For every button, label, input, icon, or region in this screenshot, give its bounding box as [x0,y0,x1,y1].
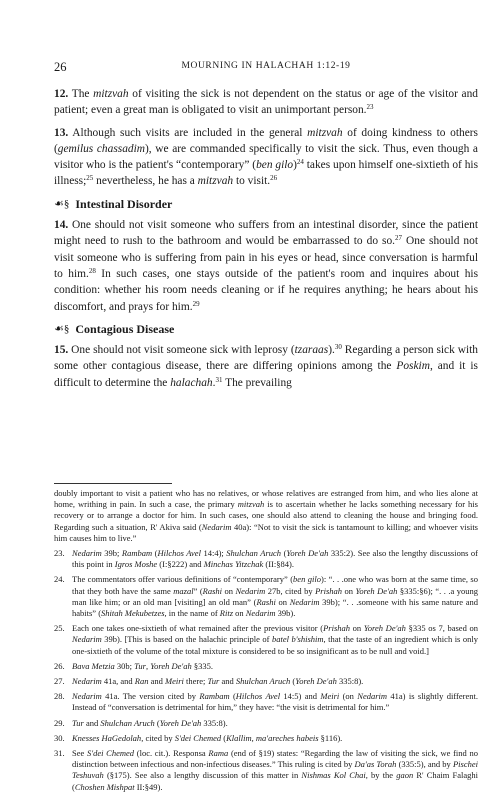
footnote-23: 23. Nedarim 39b; Rambam (Hilchos Avel 14:4); Shulchan Aruch (Yoreh De'ah 335:2). See also the lengthy discussions of this point in Igros Moshe (I:§222) and Minchas Yitzchak (II:§84). [54,548,478,570]
running-header [54,60,478,74]
footnote-continuation: doubly important to visit a patient who has no relatives, or whose relatives are estranged from him, and who lies alone at home, writhing in pain. In such a case, the primary mitzvah is to ascertain whether he lacks something necessary for his recovery or to arrange a doctor for him. In such cases, one should also attend to cleaning the house and bringing food. Regarding such a situation, R' Akiva said (Nedarim 40a): “Not to visit the sick is tantamount to killing; and whoever visits him causes him to live.” [54,488,478,543]
section-heading-intestinal: ☙§ Intestinal Disorder [54,196,173,211]
footnote-28: 28. Nedarim 41a. The version cited by Rambam (Hilchos Avel 14:5) and Meiri (on Nedarim 41a) is slightly different. Instead of “conversation is detrimental for him,” they have: “the visit is detrimental for him.” [54,691,478,713]
section-ornament-icon: ☙§ [54,197,70,210]
paragraph-13: 13. Although such visits are included in the general mitzvah of doing kindness to others (gemilus chassadim), we are commanded specifically to visit the sick. Thus, even though a visitor who is the patient's “contemporary” (ben gilo)$^{24}$ takes upon himself one-sixtieth of his illness;$^{25}$ nevertheless, he has a mitzvah to visit.$^{26}$ [54,126,479,188]
footnote-ref: 23 [366,103,374,112]
section-heading-contagious: ☙§ Contagious Disease [54,321,175,336]
footnote-divider [54,483,172,484]
page-number: 26 [54,60,67,74]
paragraph-12: 12. The mitzvah of visiting the sick is not dependent on the status or age of the visitor and patient; even a great man is obligated to visit an unimportant person.$^{23}$ [54,88,478,117]
footnote-ref: 25 [86,174,94,183]
footnote-29: 29. Tur and Shulchan Aruch (Yoreh De'ah 335:8). [54,717,228,728]
footnote-ref: 26 [270,174,278,183]
footnote-27: 27. Nedarim 41a, and Ran and Meiri there; Tur and Shulchan Aruch (Yoreh De'ah 335:8). [54,676,364,687]
footnote-31: 31. See S'dei Chemed (loc. cit.). Responsa Rama (end of §19) states: “Regarding the law of visiting the sick, we find no distinction between infectious and non-infectious diseases.” This ruling is cited by Da'as Torah (335:5), and by Pischei Teshuvah (§175). See also a lengthy discussion of this matter in Nishmas Kol Chai, by the gaon R' Chaim Falaghi (Choshen Mishpat II:§49). [54,748,478,792]
footnote-ref: 24 [296,158,304,167]
footnote-30: 30. Knesses HaGedolah, cited by S'dei Chemed (Klallim, ma'areches habeis §116). [54,732,343,743]
section-ornament-icon: ☙§ [54,322,70,335]
footnote-ref: 30 [334,343,342,352]
paragraph-15: 15. One should not visit someone sick with leprosy (tzaraas).$^{30}$ Regarding a person sick with some other contagious disease, there are differing opinions among the Poskim, and it is difficult to determine the halachah.$^{31}$ The prevailing [54,343,478,389]
main-text [54,86,478,397]
footnote-24: 24. The commentators offer various definitions of “contemporary” (ben gilo): “. . .one who was born at the same time, so that they both have the same mazal” (Rashi on Nedarim 27b, cited by Prishah on Yoreh De'ah §335:§6); “. . .a young man like him; or an old man [visiting] an old man” (Rashi on Nedarim 39b); “. . .someone with his same nature and habits” (Shitah Mekubetzes, in the name of Ritz on Nedarim 39b). [54,574,479,619]
paragraph-14: 14. One should not visit someone who suffers from an intestinal disorder, since the patient might need to rush to the bathroom and would be embarrassed to do so.$^{27}$ One should not visit someone who is suffering from pain in his eyes or head, since conversation is harmful to him.$^{28}$ In such cases, one stays outside of the patient's room and inquires about his condition: whether his room needs cleaning or if he requires anything; he hears about his discomfort, and prays for him.$^{29}$ [54,219,479,313]
footnote-26: 26. Bava Metzia 30b; Tur, Yoreh De'ah §335. [54,660,214,671]
footnote-ref: 28 [88,266,96,275]
footnote-ref: 27 [395,234,403,243]
footnote-ref: 29 [192,299,200,308]
footnotes [54,488,478,797]
footnote-ref: 31 [215,375,223,384]
footnote-25: 25. Each one takes one-sixtieth of what remained after the previous visitor (Prishah on Yoreh De'ah §335 os 7, based on Nedarim 39b). [This is based on the halachic principle of batel b'shishim, that the taste of an ingredient which is only one-sixtieth of the volume of the total mixture is considered to be so insignificant as to be null and void.] [54,623,478,656]
running-title: MOURNING IN HALACHAH 1:12-19 [181,61,351,71]
